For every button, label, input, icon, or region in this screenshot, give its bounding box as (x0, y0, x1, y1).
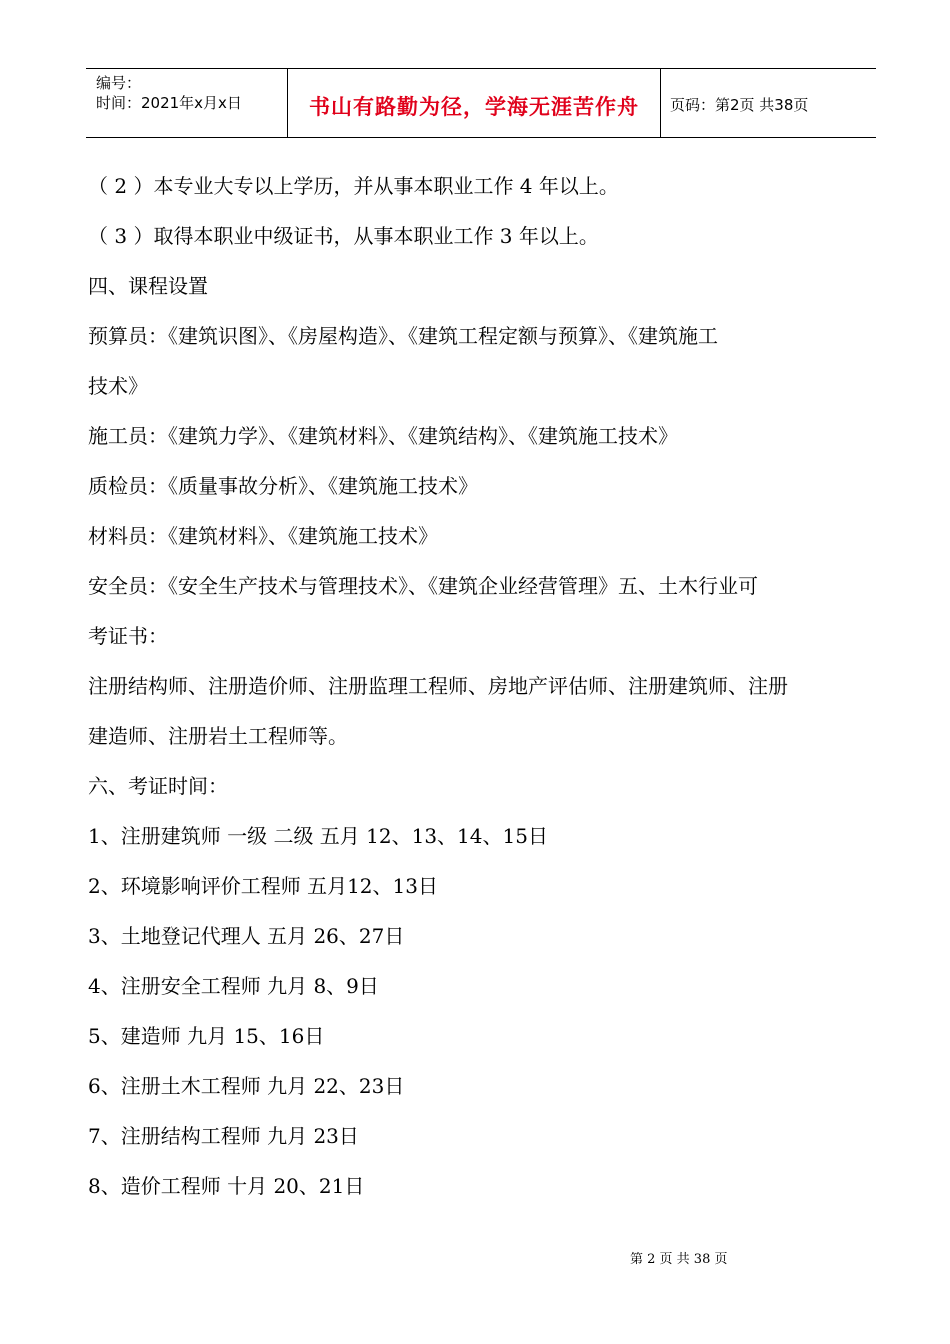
time-label: 时间：2021年x月x日 (96, 94, 242, 112)
text-line: 预算员：《建筑识图》、《房屋构造》、《建筑工程定额与预算》、《建筑施工 (88, 324, 718, 348)
text-line: 技术》 (88, 374, 148, 398)
list-item: 7、注册结构工程师 九月 23日 (88, 1124, 359, 1148)
text-line: 质检员：《质量事故分析》、《建筑施工技术》 (88, 474, 478, 498)
list-item: 8、造价工程师 十月 20、21日 (88, 1174, 365, 1198)
page-footer: 第 2 页 共 38 页 (630, 1252, 728, 1267)
page-header (86, 68, 876, 138)
header-divider (660, 69, 661, 137)
header-page-info: 页码：第2页 共38页 (670, 96, 809, 114)
text-line: 建造师、注册岩土工程师等。 (88, 724, 348, 748)
text-line: 施工员：《建筑力学》、《建筑材料》、《建筑结构》、《建筑施工技术》 (88, 424, 678, 448)
text-line: 材料员：《建筑材料》、《建筑施工技术》 (88, 524, 438, 548)
serial-label: 编号： (96, 74, 142, 92)
list-item: 2、环境影响评价工程师 五月12、13日 (88, 874, 438, 898)
document-body (88, 168, 878, 1218)
list-item: 4、注册安全工程师 九月 8、9日 (88, 974, 379, 998)
text-line: 安全员：《安全生产技术与管理技术》、《建筑企业经营管理》五、土木行业可 (88, 574, 758, 598)
text-line: （ 2 ）本专业大专以上学历，并从事本职业工作 4 年以上。 (88, 174, 619, 198)
list-item: 3、土地登记代理人 五月 26、27日 (88, 924, 405, 948)
header-meta (96, 73, 242, 113)
section-heading: 四、课程设置 (88, 274, 208, 298)
list-item: 1、注册建筑师 一级 二级 五月 12、13、14、15日 (88, 824, 548, 848)
text-line: （ 3 ）取得本职业中级证书，从事本职业工作 3 年以上。 (88, 224, 599, 248)
section-heading: 六、考证时间： (88, 774, 228, 798)
header-motto: 书山有路勤为径，学海无涯苦作舟 (309, 95, 639, 119)
list-item: 5、建造师 九月 15、16日 (88, 1024, 325, 1048)
text-line: 考证书： (88, 624, 168, 648)
list-item: 6、注册土木工程师 九月 22、23日 (88, 1074, 405, 1098)
text-line: 注册结构师、注册造价师、注册监理工程师、房地产评估师、注册建筑师、注册 (88, 674, 788, 698)
